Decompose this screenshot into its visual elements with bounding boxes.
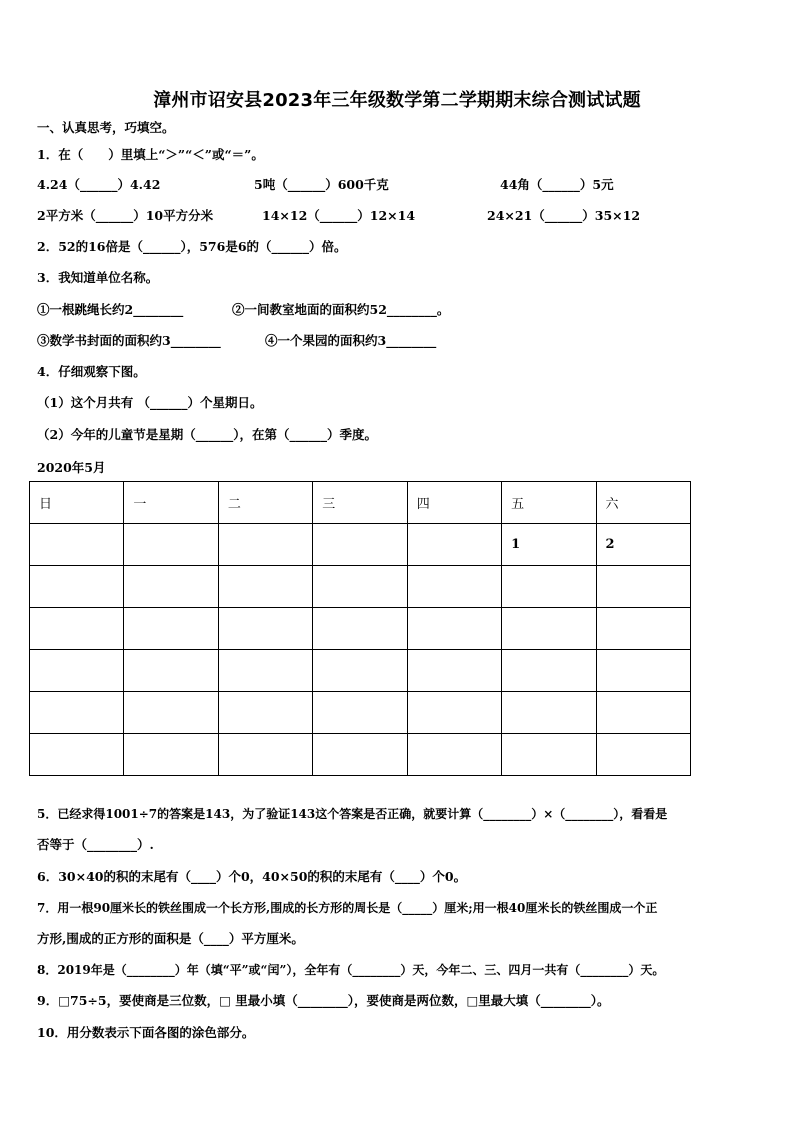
q3-item: ②一间教室地面的面积约52________。 bbox=[232, 302, 450, 317]
q1-item: 5吨（______）600千克 bbox=[254, 177, 389, 192]
question-3: 3．我知道单位名称。 bbox=[37, 270, 159, 285]
calendar-cell bbox=[30, 608, 124, 650]
calendar-cell bbox=[502, 608, 596, 650]
calendar-cell bbox=[30, 650, 124, 692]
question-5-line-1: 5．已经求得1001÷7的答案是143，为了验证143这个答案是否正确，就要计算（________）×（________），看看是 bbox=[37, 807, 668, 821]
question-4: 4．仔细观察下图。 bbox=[37, 364, 146, 379]
q1-item: 2平方米（______）10平方分米 bbox=[37, 208, 214, 223]
q4-sub-1: （1）这个月共有 （______）个星期日。 bbox=[37, 395, 263, 410]
question-1: 1．在（ ）里填上“＞”“＜”或“＝”。 bbox=[37, 147, 264, 162]
calendar-header-row bbox=[30, 482, 691, 524]
calendar-cell bbox=[407, 524, 501, 566]
calendar-cell bbox=[124, 692, 218, 734]
calendar-weekday: 五 bbox=[502, 482, 596, 524]
q3-item: ④一个果园的面积约3________ bbox=[265, 333, 437, 348]
calendar-week-row bbox=[30, 650, 691, 692]
calendar-cell bbox=[218, 692, 312, 734]
calendar-cell bbox=[30, 734, 124, 776]
q1-item: 4.24（______）4.42 bbox=[37, 177, 161, 192]
q1-item: 14×12（______）12×14 bbox=[262, 208, 416, 223]
calendar-weekday: 六 bbox=[596, 482, 690, 524]
calendar-cell bbox=[596, 650, 690, 692]
calendar-cell bbox=[313, 524, 407, 566]
calendar-cell bbox=[596, 734, 690, 776]
calendar-cell bbox=[502, 650, 596, 692]
calendar-cell bbox=[313, 566, 407, 608]
calendar-cell bbox=[502, 734, 596, 776]
calendar-cell bbox=[218, 734, 312, 776]
calendar-week-row bbox=[30, 608, 691, 650]
question-5-line-2: 否等于（________）. bbox=[37, 837, 154, 852]
question-2: 2．52的16倍是（______），576是6的（______）倍。 bbox=[37, 239, 347, 254]
calendar-cell bbox=[124, 566, 218, 608]
calendar-cell bbox=[596, 566, 690, 608]
calendar-cell bbox=[407, 650, 501, 692]
calendar-cell bbox=[124, 734, 218, 776]
calendar-cell bbox=[124, 524, 218, 566]
calendar-cell bbox=[124, 650, 218, 692]
calendar-cell bbox=[407, 608, 501, 650]
calendar-week-row bbox=[30, 692, 691, 734]
calendar-weekday: 日 bbox=[30, 482, 124, 524]
question-8: 8．2019年是（________）年（填“平”或“闰”），全年有（________）天，今年二、三、四月一共有（________）天。 bbox=[37, 963, 665, 977]
calendar-cell bbox=[313, 692, 407, 734]
question-7-line-1: 7．用一根90厘米长的铁丝围成一个长方形,围成的长方形的周长是（_____）厘米;用一根40厘米长的铁丝围成一个正 bbox=[37, 901, 658, 915]
q3-item: ③数学书封面的面积约3________ bbox=[37, 333, 221, 348]
q3-item: ①一根跳绳长约2________ bbox=[37, 302, 184, 317]
calendar-cell bbox=[124, 608, 218, 650]
page-title: 漳州市诏安县2023年三年级数学第二学期期末综合测试试题 bbox=[153, 90, 641, 111]
calendar-week-row bbox=[30, 734, 691, 776]
question-7-line-2: 方形,围成的正方形的面积是（____）平方厘米。 bbox=[37, 931, 304, 946]
calendar-cell bbox=[407, 692, 501, 734]
calendar-cell bbox=[313, 734, 407, 776]
question-9: 9．□75÷5，要使商是三位数，□ 里最小填（________），要使商是两位数，□里最大填（________）。 bbox=[37, 993, 610, 1008]
calendar-cell bbox=[30, 692, 124, 734]
calendar-weekday: 四 bbox=[407, 482, 501, 524]
calendar-caption: 2020年5月 bbox=[37, 460, 106, 475]
calendar-cell bbox=[313, 650, 407, 692]
calendar-weekday: 二 bbox=[218, 482, 312, 524]
calendar-weekday: 三 bbox=[313, 482, 407, 524]
calendar-cell bbox=[218, 566, 312, 608]
calendar-cell bbox=[218, 524, 312, 566]
calendar-cell: 1 bbox=[502, 524, 596, 566]
calendar-cell bbox=[502, 692, 596, 734]
calendar-cell bbox=[313, 608, 407, 650]
q4-sub-2: （2）今年的儿童节是星期（______），在第（______）季度。 bbox=[37, 427, 377, 442]
question-6: 6．30×40的积的末尾有（____）个0，40×50的积的末尾有（____）个0。 bbox=[37, 869, 467, 884]
calendar-cell bbox=[596, 692, 690, 734]
calendar-cell bbox=[218, 650, 312, 692]
section-heading: 一、认真思考，巧填空。 bbox=[37, 120, 175, 135]
calendar-week-row bbox=[30, 566, 691, 608]
q1-item: 24×21（______）35×12 bbox=[487, 208, 641, 223]
q1-item: 44角（______）5元 bbox=[500, 177, 614, 192]
calendar-cell bbox=[407, 734, 501, 776]
calendar-table bbox=[29, 481, 691, 776]
calendar-cell: 2 bbox=[596, 524, 690, 566]
calendar-cell bbox=[30, 566, 124, 608]
calendar-cell bbox=[502, 566, 596, 608]
calendar-cell bbox=[407, 566, 501, 608]
question-10: 10．用分数表示下面各图的涂色部分。 bbox=[37, 1025, 255, 1040]
calendar-cell bbox=[596, 608, 690, 650]
calendar-cell bbox=[30, 524, 124, 566]
calendar-week-row bbox=[30, 524, 691, 566]
calendar-cell bbox=[218, 608, 312, 650]
calendar-weekday: 一 bbox=[124, 482, 218, 524]
